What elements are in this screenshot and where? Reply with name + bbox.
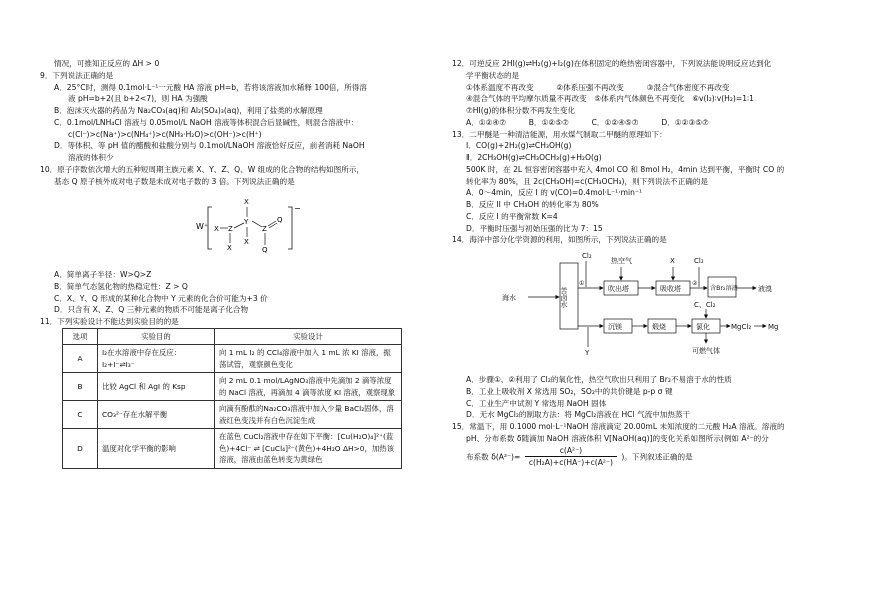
q13-option-b: B．反应 II 中 CH₃OH 的转化率为 80% [466,200,599,210]
row-option: C [63,401,98,429]
label-mg: Mg [768,323,779,332]
q10-stem: 10．原子序数依次增大的五种短周期主族元素 X、Y、Z、Q、W 组成的化合物的结构如图所示， [40,164,364,174]
row-option: D [63,429,98,468]
q15-formula-suffix: )。下列叙述正确的是 [621,451,693,461]
label-mgcl2: MgCl₂ [731,323,752,332]
q12-conditions-1: ①体系温度不再改变 ②体系压强不再改变 ③混合气体密度不再改变 [466,82,730,92]
header-aim: 实验目的 [98,329,215,345]
question-11 [40,316,420,468]
header-design: 实验设计 [215,329,402,345]
label-step-2: ② [692,280,698,288]
q9-option-c: C．0.1mol/LNH₄Cl 溶液与 0.05mol/L NaOH 溶液等体积混合后显碱性，则混合溶液中： [54,117,359,127]
q12-conditions-3: ⑦HI(g)的体积分数不再发生变化 [466,106,576,116]
label-calcine: 煅烧 [652,323,666,332]
label-stripper: 吹出塔 [608,285,629,294]
atom-z-left: Z [228,225,233,234]
q14-option-d: D．无水 MgCl₂的制取方法：将 MgCl₂溶液在 HCl 气流中加热蒸干 [466,410,691,420]
atom-q-bottom: Q [262,246,268,255]
label-cl2-step2: Cl₂ [694,257,704,266]
q13-option-a: A．0～4min，反应 I 的 v(CO)=0.4mol·L⁻¹·min⁻¹ [466,188,642,198]
table-row [63,345,402,373]
q10-option-b: B．简单气态氢化物的热稳定性：Z > Q [54,281,188,291]
table-header-row [63,329,402,345]
row-aim: I₂在水溶液中存在反应：I₂+I⁻⇌I₃⁻ [98,345,215,373]
q9-option-b: B．泡沫灭火器的药品为 Na₂CO₃(aq)和 Al₂(SO₄)₃(aq)，利用了盐类的水解原理 [54,106,323,116]
q12-stem-cont: 学平衡状态的是 [466,70,520,80]
q15-formula-line [452,445,847,470]
q10-option-d: D．只含有 X、Z、Q 三种元素的物质不可能是离子化合物 [54,305,249,315]
atom-q-top: Q [277,216,283,225]
charge-minus: − [294,204,301,214]
table-row [63,401,402,429]
atom-y-center: Y [244,218,249,227]
label-chlorinate: 氯化 [696,323,710,332]
q12-choices: A．①②④⑦ B．①②⑤⑦ C．①②④⑤⑦ D．①②③⑤⑦ [466,117,709,127]
q13-option-c: C．反应 I 的平衡常数 K=4 [466,211,558,221]
q14-option-c: C．工业生产中试剂 Y 常选用 NaOH 固体 [466,398,607,408]
label-y: Y [585,349,590,358]
row-option: B [63,373,98,401]
seawater-flow-diagram [500,249,800,367]
q9-stem: 9．下列说法正确的是 [40,70,114,80]
row-design: 向滴有酚酞的Na₂CO₃溶液中加入少量 BaCl₂固体，溶液红色变浅并有白色沉淀生成 [215,401,402,429]
row-aim: CO₃²⁻存在水解平衡 [98,401,215,429]
q15-formula-prefix: 布系数 δ(A²⁻)= [466,451,521,461]
q13-option-d: D．平衡时压强与初始压强的比为 7：15 [466,223,603,233]
q9-option-d: D．等体积、等 pH 值的醋酸和盐酸分别与 0.1mol/LNaOH 溶液恰好反应，前者消耗 NaOH [54,141,365,151]
row-design: 在蓝色 CuCl₂溶液中存在如下平衡：[Cu(H₂O)₄]²⁺(蓝色)+4Cl⁻ ⇌ [CuCl₄]²⁻(黄色)+4H₂O ΔH>0，加热该溶液，溶液由蓝色转变为黄绿色 [215,429,402,468]
atom-z-right: Z [262,225,267,234]
label-liquid-bromine: 液溴 [758,285,772,294]
question-10 [40,164,420,316]
question-12 [452,58,847,129]
row-aim: 比较 AgCl 和 AgI 的 Ksp [98,373,215,401]
label-hot-air: 热空气 [611,257,632,266]
label-absorber: 吸收塔 [660,285,681,294]
compound-structure-diagram [190,191,310,261]
right-column [452,58,847,469]
question-14 [452,234,847,421]
label-bittern: 苦卤水 [560,287,568,309]
table-row [63,429,402,468]
q9-option-a-cont: 液 pH=b+2(且 b+2<7)，则 HA 为强酸 [68,94,208,104]
q14-option-b: B．工业上吸收剂 X 常选用 SO₂，SO₂中的共价键是 p-p σ 键 [466,386,673,396]
row-design: 向 1 mL I₂ 的 CCl₄溶液中加入 1 mL 浓 KI 溶液，振荡试管，观察颜色变化 [215,345,402,373]
row-design: 向 2 mL 0.1 mol/LAgNO₃溶液中先滴加 2 滴等浓度的 NaCl 溶液，再滴加 4 滴等浓度 KI 溶液，观察现象 [215,373,402,401]
row-aim: 温度对化学平衡的影响 [98,429,215,468]
atom-x-below-z: X [227,244,232,253]
atom-x-top: X [244,198,249,207]
label-precipitate: 沉镁 [608,323,622,332]
q13-reaction-2: Ⅱ．2CH₃OH(g)⇌CH₃OCH₃(g)+H₂O(g) [466,153,602,163]
fraction-numerator: c(A²⁻) [525,445,617,458]
question-13 [452,129,847,235]
question-15 [452,421,847,469]
q13-condition: 500K 时，在 2L 恒容密闭容器中充入 4mol CO 和 8mol H₂，4min 达到平衡，平衡时 CO 的 [466,164,785,174]
atom-x-left: X [214,225,219,234]
w-ion-label: W⁺ [196,222,209,232]
label-seawater: 海水 [502,294,516,303]
label-cl2-step1: Cl₂ [582,252,592,261]
q10-stem-cont: 基态 Q 原子核外成对电子数是未成对电子数的 3 倍。下列说法正确的是 [54,176,295,186]
q9-option-c-cont: c(Cl⁻)>c(Na⁺)>c(NH₄⁺)>c(NH₃·H₂O)>c(OH⁻)>c(H⁺) [68,129,262,139]
q15-stem: 15．常温下，用 0.1000 mol·L⁻¹NaOH 溶液滴定 20.00mL 未知浓度的二元酸 H₂A 溶液。溶液的 [452,422,785,432]
label-step-1: ① [579,280,585,288]
q13-stem: 13．二甲醚是一种清洁能源，用水煤气制取二甲醚的原理如下： [452,129,667,139]
label-combustible-gas: 可燃气体 [692,347,720,356]
q14-option-a: A．步骤①、②利用了 Cl₂的氧化性，热空气吹出只利用了 Br₂不易溶于水的性质 [466,375,732,385]
q12-conditions-2: ④混合气体的平均摩尔质量不再改变 ⑤体系内气体颜色不再变化 ⑥v(I₂)∶v(H₂)=1∶1 [466,94,754,104]
q10-option-a: A．简单离子半径：W>Q>Z [54,270,152,280]
left-column [40,58,420,469]
q9-option-a: A．25°C时，测得 0.1mol·L⁻¹一元酸 HA 溶液 pH=b，若将该溶液加水稀释 100倍，所得溶 [54,82,367,92]
question-9 [40,70,420,164]
q12-stem: 12．可逆反应 2HI(g)⇌H₂(g)+I₂(g)在体积固定的绝热密闭容器中，下列说法能说明反应达到化 [452,59,772,68]
q9-option-d-cont: 溶液的体积少 [68,153,114,163]
header-option: 选项 [63,329,98,345]
q13-reaction-1: Ⅰ．CO(g)+2H₂(g)⇌CH₃OH(g) [466,141,572,151]
row-option: A [63,345,98,373]
q11-stem: 11．下列实验设计不能达到实验目的的是 [40,317,179,327]
q13-condition-cont: 转化率为 80%，且 2c(CH₃OH)=c(CH₃OCH₃)，则下列说法不正确的是 [466,176,709,186]
label-bromine-solution: 含Br₂溶液 [710,285,738,293]
q15-stem-cont: pH、分布系数 δ随滴加 NaOH 溶液体积 V[NaOH(aq)]的变化关系如图所示(例如 A²⁻的分 [466,433,769,443]
q14-stem: 14．海洋中部分化学资源的利用，如图所示，下列说法正确的是 [452,235,667,245]
distribution-fraction [525,445,617,470]
table-row [63,373,402,401]
fraction-denominator: c(H₂A)+c(HA⁻)+c(A²⁻) [528,458,613,468]
atom-x-bottom: X [244,238,249,247]
label-c-cl2: C、Cl₂ [694,301,716,310]
label-x: X [670,257,675,266]
q8-tail: 情况，可推知正反应的 ΔH > 0 [54,59,160,68]
q10-option-c: C．X、Y、Q 形成的某种化合物中 Y 元素的化合价可能为+3 价 [54,293,268,303]
experiment-table [62,328,402,469]
